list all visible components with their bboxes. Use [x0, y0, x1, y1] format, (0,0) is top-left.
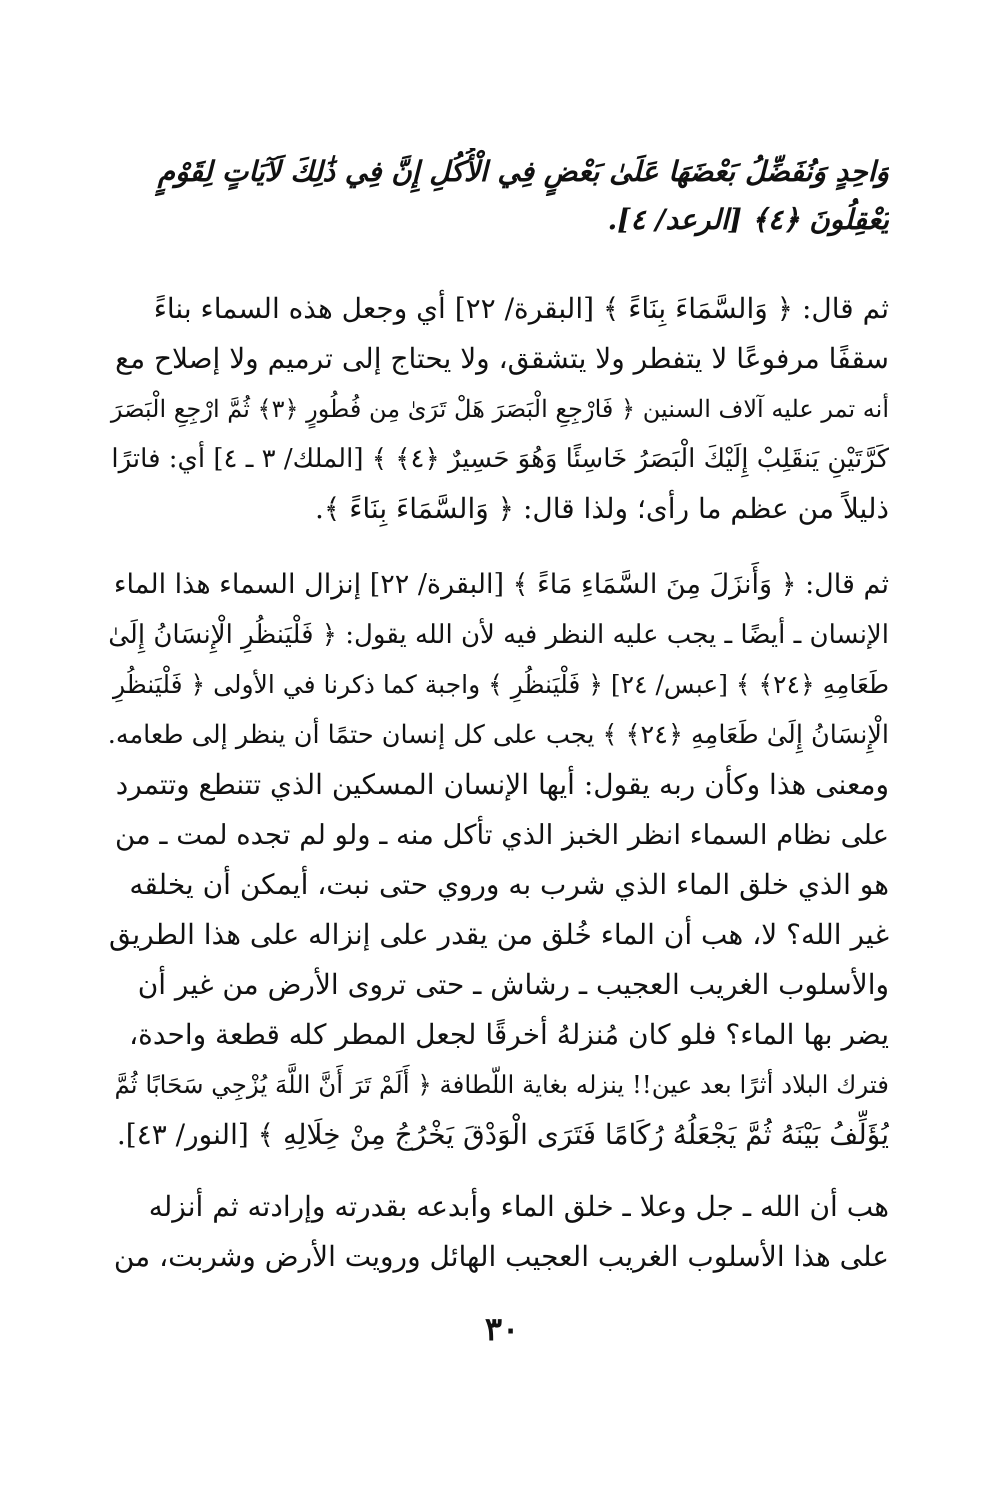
text-line: فترك البلاد أثرًا بعد عين!! ينزله بغاية اللّطافة ﴿ أَلَمْ تَرَ أَنَّ اللَّهَ يُزْجِي سَحَابًا ثُمَّ [114, 1070, 889, 1099]
text-line: على هذا الأسلوب الغريب العجيب الهائل ورويت الأرض وشربت، من [113, 1240, 889, 1273]
text-line: طَعَامِهِ ﴿٢٤﴾ ﴾ [عبس/ ٢٤] ﴿ فَلْيَنظُرِ ﴾ واجبة كما ذكرنا في الأولى ﴿ فَلْيَنظُرِ [112, 670, 889, 699]
page-number: ٣٠ [484, 1310, 520, 1348]
text-line: الْإِنسَانُ إِلَىٰ طَعَامِهِ ﴿٢٤﴾ ﴾ يجب على كل إنسان حتمًا أن ينظر إلى طعامه. [107, 720, 889, 750]
paragraph-closing [103, 1182, 889, 1282]
text-line: ثم قال: ﴿ وَأَنزَلَ مِنَ السَّمَاءِ مَاءً ﴾ [البقرة/ ٢٢] إنزال السماء هذا الماء [113, 569, 889, 600]
text-line: كَرَّتَيْنِ يَنقَلِبْ إِلَيْكَ الْبَصَرُ خَاسِئًا وَهُوَ حَسِيرٌ ﴿٤﴾ ﴾ [الملك/ ٣ ـ ٤] أي: فاترًا [111, 444, 889, 474]
text-line: يضر بها الماء؟ فلو كان مُنزلهُ أخرقًا لجعل المطر كله قطعة واحدة، [129, 1018, 889, 1051]
paragraph-rain-water [103, 560, 889, 1160]
text-line: أنه تمر عليه آلاف السنين ﴿ فَارْجِعِ الْبَصَرَ هَلْ تَرَىٰ مِن فُطُورٍ ﴿٣﴾ ثُمَّ ارْجِعِ الْبَصَرَ [110, 395, 889, 423]
paragraph-quran-continuation [103, 148, 889, 244]
text-line: الإنسان ـ أيضًا ـ يجب عليه النظر فيه لأن الله يقول: ﴿ فَلْيَنظُرِ الْإِنسَانُ إِلَىٰ [108, 620, 889, 650]
text-line: ثم قال: ﴿ وَالسَّمَاءَ بِنَاءً ﴾ [البقرة/ ٢٢] أي وجعل هذه السماء بناءً [153, 292, 889, 325]
text-line: والأسلوب الغريب العجيب ـ رشاش ـ حتى تروى الأرض من غير أن [137, 968, 889, 1001]
text-line: غير الله؟ لا، هب أن الماء خُلق من يقدر على إنزاله على هذا الطريق [108, 918, 889, 951]
text-line: على نظام السماء انظر الخبز الذي تأكل منه ـ ولو لم تجده لمت ـ من [114, 819, 889, 851]
text-line: ومعنى هذا وكأن ربه يقول: أيها الإنسان المسكين الذي تتنطع وتتمرد [115, 768, 889, 801]
paragraph-sky-building [103, 284, 889, 534]
text-line: ذليلاً من عظم ما رأى؛ ولذا قال: ﴿ وَالسَّمَاءَ بِنَاءً ﴾. [315, 492, 889, 525]
text-line: سقفًا مرفوعًا لا يتفطر ولا يتشقق، ولا يحتاج إلى ترميم ولا إصلاح مع [115, 342, 889, 375]
text-line: يُؤَلِّفُ بَيْنَهُ ثُمَّ يَجْعَلُهُ رُكَامًا فَتَرَى الْوَدْقَ يَخْرُجُ مِنْ خِلَالِهِ ﴾ [النور/ ٤٣]. [116, 1118, 889, 1151]
text-line: هو الذي خلق الماء الذي شرب به وروي حتى نبت، أيمكن أن يخلقه [129, 868, 889, 901]
text-line: وَاحِدٍ وَنُفَضِّلُ بَعْضَهَا عَلَىٰ بَعْضٍ فِي الْأُكُلِ إِنَّ فِي ذَٰلِكَ لَآيَاتٍ لِقَوْمٍ [157, 155, 889, 188]
text-line: يَعْقِلُونَ ﴿٤﴾ [الرعد/ ٤]. [607, 203, 889, 236]
text-line: هب أن الله ـ جل وعلا ـ خلق الماء وأبدعه بقدرته وإرادته ثم أنزله [148, 1190, 889, 1223]
